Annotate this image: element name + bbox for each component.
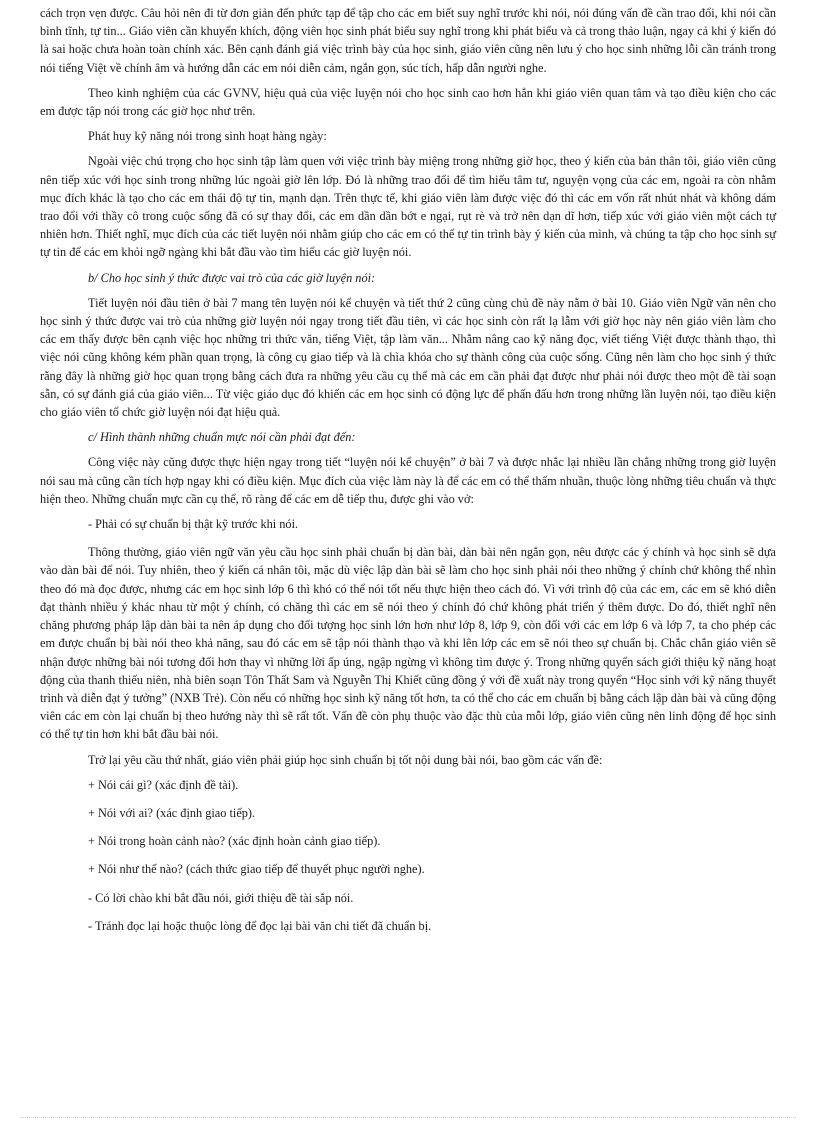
list-item-what: + Nói cái gì? (xác định đề tài).: [88, 777, 239, 792]
paragraph-first-lesson: Tiết luyện nói đầu tiên ở bài 7 mang tên luyện nói kể chuyện và tiết thứ 2 cũng cùng chủ đề này nằm ở bài 10. Giáo viên Ngữ văn nên cho học sinh ý thức được vai trò của những giờ luyện nói ngay trong tiết đầu tiên, vì các học sinh còn rất lạ lẫm với giờ học này nên giáo viên làm cho các em thấy được bên cạnh việc học những tri thức văn, tiếng Việt, tập làm văn... Nhằm nâng cao kỹ năng đọc, viết tiếng Việt được thành thạo, thì việc nói cũng không kém phần quan trọng, là công cụ giao tiếp và là chìa khóa cho sự thành công của cuộc sống. Cũng nên làm cho học sinh ý thức rằng đây là những giờ học quan trọng bằng cách đưa ra những yêu cầu cụ thể mà các em cần phải đạt được như phải nói được theo một đề tài soạn sẵn, có sự đánh giá của giáo viên... Từ việc giáo dục đó khiến các em học sinh có động lực để phấn đấu hơn trong những lần luyện nói, tạo điều kiện cho giáo viên tổ chức giờ luyện nói đạt hiệu quả.: [40, 295, 776, 420]
list-item-how: + Nói như thế nào? (cách thức giao tiếp để thuyết phục người nghe).: [88, 862, 425, 877]
list-item-context: + Nói trong hoàn cảnh nào? (xác định hoàn cảnh giao tiếp).: [88, 834, 381, 849]
paragraph-continuation: cách trọn vẹn được. Câu hỏi nên đi từ đơn giản đến phức tạp để tập cho các em biết suy nghĩ trước khi nói, nói đúng vấn đề cần trao đổi, khi nói cần bình tĩnh, tự tin... Giáo viên cần khuyến khích, động viên học sinh phát biểu suy nghĩ trong khi phát biểu và cả trong thảo luận, ngay cả khi ý kiến đó là sai hoặc chưa hoàn toàn chính xác. Bên cạnh đánh giá việc trình bày của học sinh, giáo viên cũng nên lưu ý cho học sinh những lỗi cần tránh trong nói tiếng Việt về chính âm và hướng dẫn các em nói diễn cảm, ngắn gọn, súc tích, hấp dẫn người nghe.: [40, 6, 776, 75]
list-item-preparation: - Phải có sự chuẩn bị thật kỹ trước khi nói.: [88, 517, 299, 532]
paragraph-standards: Công việc này cũng được thực hiện ngay trong tiết “luyện nói kể chuyện” ở bài 7 và được nhắc lại nhiều lần chẳng những trong giờ luyện nói sau mà cũng cần tích hợp ngay khi có điều kiện. Mục đích của việc làm này là để các em có thể thấm nhuần, thuộc lòng những tiêu chuẩn và thực hiện theo. Những chuẩn mực cần cụ thể, rõ ràng để các em dễ tiếp thu, được ghi vào vở:: [40, 455, 776, 506]
list-item-avoid-reading: - Tránh đọc lại hoặc thuộc lòng để đọc lại bài văn chi tiết đã chuẩn bị.: [88, 918, 432, 933]
paragraph-first-requirement: Trở lại yêu cầu thứ nhất, giáo viên phải giúp học sinh chuẩn bị tốt nội dung bài nói, bao gồm các vấn đề:: [88, 752, 603, 767]
paragraph-experience: Theo kinh nghiệm của các GVNV, hiệu quả của việc luyện nói cho học sinh cao hơn hẳn khi giáo viên quan tâm và tạo điều kiện cho các em được tập nói trong các giờ học như trên.: [40, 85, 776, 119]
list-item-greeting: - Có lời chào khi bắt đầu nói, giới thiệu đề tài sắp nói.: [88, 890, 354, 905]
page-footer-divider: [20, 1117, 796, 1118]
section-heading-b: b/ Cho học sinh ý thức được vai trò của các giờ luyện nói:: [88, 270, 376, 285]
list-item-who: + Nói với ai? (xác định giao tiếp).: [88, 805, 256, 820]
paragraph-outline: Thông thường, giáo viên ngữ văn yêu cầu học sinh phải chuẩn bị dàn bài, dàn bài nên ngắn gọn, nêu được các ý chính và học sinh sẽ dựa vào dàn bài để nói. Tuy nhiên, theo ý kiến cá nhân tôi, mặc dù việc lập dàn bài sẽ làm cho học sinh phải nói theo những ý chính chứ không thể nhìn theo đó mà đọc được, nhưng các em học sinh lớp 6 thì khó có thể nói tốt nếu thực hiện theo cách đó. Vì với trình độ của các em, các em sẽ khó diễn đạt thành nhiều ý khác nhau từ một ý chính, có chăng thì các em sẽ nói theo ý chính đó chứ không phát triển ý thêm được. Do đó, thiết nghĩ nên chăng phương pháp lập dàn bài ta nên áp dụng cho đối tượng học sinh lớn hơn như lớp 8, lớp 9, còn đối với các em lớp 6 và lớp 7, ta cho phép các em được chuẩn bị bài nói theo khả năng, sau đó các em sẽ tập nói thành thạo và khi lên lớp các em sẽ nói theo sự chuẩn bị. Chắc chắn giáo viên sẽ nhận được những bài nói tương đối hơn thay vì những lời ấp úng, ngập ngừng vì không tìm được ý. Trong những quyển sách giới thiệu kỹ năng hoạt động của thanh thiếu niên, nhà biên soạn Tôn Thất Sam và Nguyễn Thị Khiết cũng đồng ý với đề xuất này trong quyển “Học sinh với kỹ năng thuyết trình và diễn đạt ý tưởng” (NXB Trẻ). Còn nếu có những học sinh kỹ năng tốt hơn, ta có thể cho các em chuẩn bị bằng cách lập dàn bài và cũng động viên các em còn lại chuẩn bị theo hướng này thì sẽ rất tốt. Vấn đề còn phụ thuộc vào đặc thù của mỗi lớp, giáo viên cũng nên linh động để học sinh có thể tự tin hơn khi bắt đầu bài nói.: [40, 545, 776, 742]
subheading-daily-speaking: Phát huy kỹ năng nói trong sinh hoạt hàng ngày:: [88, 129, 327, 144]
section-heading-c: c/ Hình thành những chuẩn mực nói cần phải đạt đến:: [88, 430, 356, 445]
paragraph-outside-class: Ngoài việc chú trọng cho học sinh tập làm quen với việc trình bày miệng trong những giờ học, theo ý kiến của bản thân tôi, giáo viên cũng nên tiếp xúc với học sinh trong những lúc ngoài giờ lên lớp. Đó là những trao đổi để tìm hiểu tâm tư, nguyện vọng của các em, ngoài ra còn nhằm mục đích khác là tạo cho các em thái độ tự tin, mạnh dạn. Trên thực tế, khi giáo viên làm được việc đó thì các em vốn rất nhút nhát và không dám trao đổi với thầy cô trong cuộc sống đã có sự thay đổi, các em dần dần bớt e ngại, rụt rè và trở nên dạn dĩ hơn, tiếp xúc với giáo viên một cách tự nhiên hơn. Thiết nghĩ, mục đích của các tiết luyện nói nhằm giúp cho các em có thể tự tin trình bày ý kiến của mình, và chúng ta tập cho học sinh sự tự tin để các em khỏi ngỡ ngàng khi bắt đầu vào tìm hiểu các giờ luyện nói.: [40, 154, 776, 260]
